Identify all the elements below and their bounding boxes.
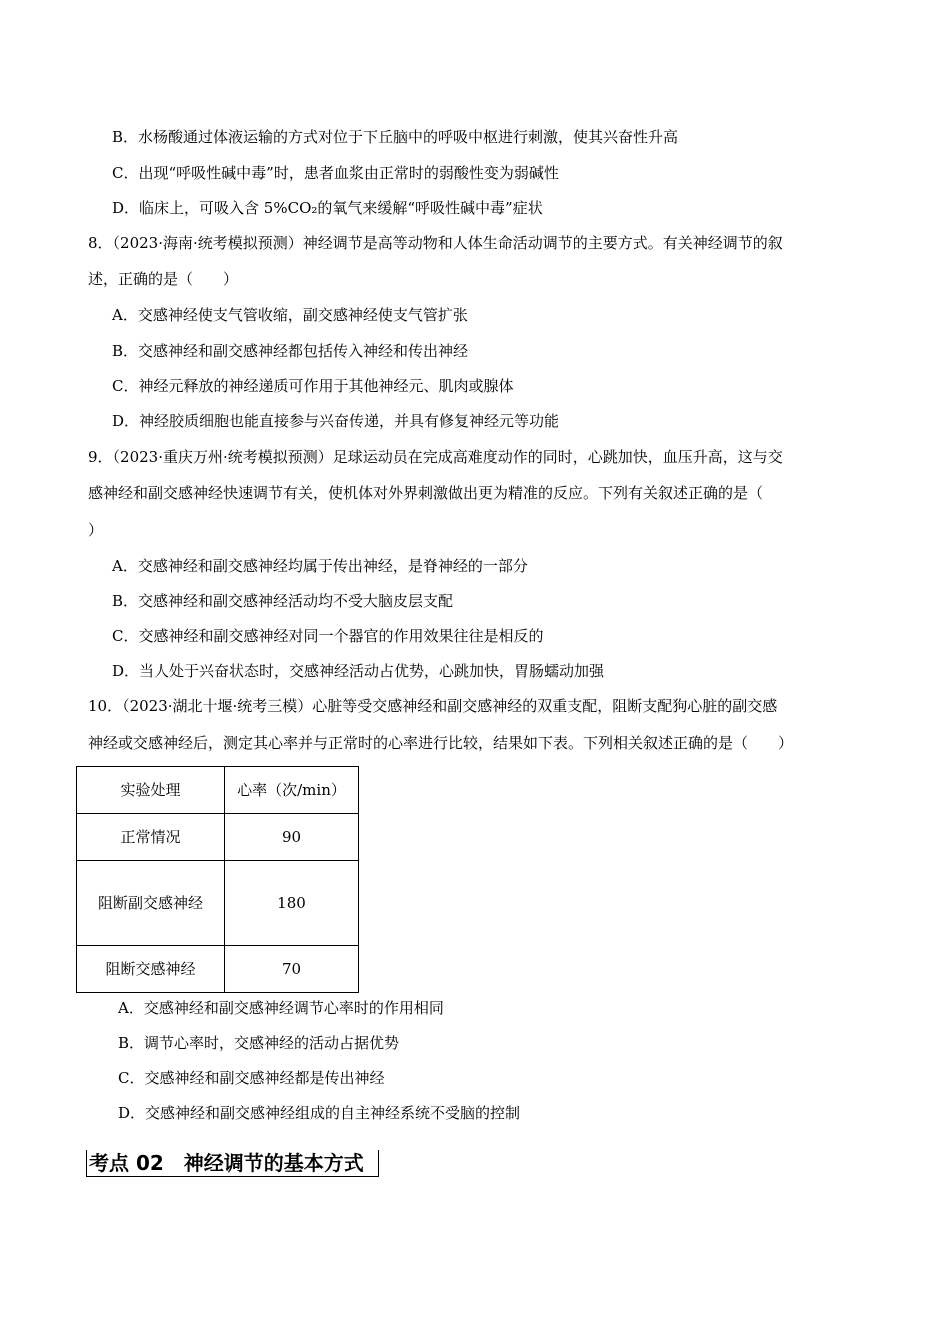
q9-option-d: D．当人处于兴奋状态时，交感神经活动占优势，心跳加快，胃肠蠕动加强 (112, 662, 605, 680)
table-cell: 90 (225, 814, 359, 861)
q8-option-a: A．交感神经使支气管收缩，副交感神经使支气管扩张 (112, 306, 468, 324)
q8-option-b: B．交感神经和副交感神经都包括传入神经和传出神经 (112, 342, 469, 360)
heart-rate-table (76, 766, 359, 993)
q8-option-c: C．神经元释放的神经递质可作用于其他神经元、肌肉或腺体 (112, 377, 514, 395)
q10-option-a: A．交感神经和副交感神经调节心率时的作用相同 (118, 999, 444, 1017)
table-header-cell: 心率（次/min） (225, 767, 359, 814)
q10-stem-line2: 神经或交感神经后，测定其心率并与正常时的心率进行比较，结果如下表。下列相关叙述正确的是（ ） (88, 734, 794, 752)
table-row (77, 946, 359, 993)
table-cell: 阻断交感神经 (77, 946, 225, 993)
q10-option-b: B．调节心率时，交感神经的活动占据优势 (118, 1034, 400, 1052)
q9-stem-line2: 感神经和副交感神经快速调节有关，使机体对外界刺激做出更为精准的反应。下列有关叙述正确的是（ (88, 484, 764, 502)
q8-stem-line1: 8．（2023·海南·统考模拟预测）神经调节是高等动物和人体生命活动调节的主要方式。有关神经调节的叙 (88, 234, 783, 252)
q9-option-c: C．交感神经和副交感神经对同一个器官的作用效果往往是相反的 (112, 627, 544, 645)
table-cell: 180 (225, 861, 359, 946)
table-header-cell: 实验处理 (77, 767, 225, 814)
section-heading: 考点 02 神经调节的基本方式 (86, 1150, 379, 1177)
q10-option-c: C．交感神经和副交感神经都是传出神经 (118, 1069, 385, 1087)
q7-option-b: B．水杨酸通过体液运输的方式对位于下丘脑中的呼吸中枢进行刺激，使其兴奋性升高 (112, 128, 679, 146)
q8-stem-line2: 述，正确的是（ ） (88, 270, 239, 288)
q9-option-b: B．交感神经和副交感神经活动均不受大脑皮层支配 (112, 592, 454, 610)
q10-stem-line1: 10．（2023·湖北十堰·统考三模）心脏等受交感神经和副交感神经的双重支配，阻断支配狗心脏的副交感 (88, 697, 778, 715)
q9-option-a: A．交感神经和副交感神经均属于传出神经，是脊神经的一部分 (112, 557, 528, 575)
q8-option-d: D．神经胶质细胞也能直接参与兴奋传递，并具有修复神经元等功能 (112, 412, 560, 430)
q7-option-c: C．出现“呼吸性碱中毒”时，患者血浆由正常时的弱酸性变为弱碱性 (112, 164, 559, 182)
table-row (77, 814, 359, 861)
table-cell: 阻断副交感神经 (77, 861, 225, 946)
q9-stem-line1: 9．（2023·重庆万州·统考模拟预测）足球运动员在完成高难度动作的同时，心跳加快，血压升高，这与交 (88, 448, 783, 466)
table-row (77, 861, 359, 946)
q10-option-d: D．交感神经和副交感神经组成的自主神经系统不受脑的控制 (118, 1104, 521, 1122)
table-cell: 70 (225, 946, 359, 993)
q9-stem-line3: ） (88, 521, 104, 539)
q7-option-d: D．临床上，可吸入含 5%CO₂的氧气来缓解“呼吸性碱中毒”症状 (112, 199, 543, 217)
table-header-row (77, 767, 359, 814)
table-cell: 正常情况 (77, 814, 225, 861)
